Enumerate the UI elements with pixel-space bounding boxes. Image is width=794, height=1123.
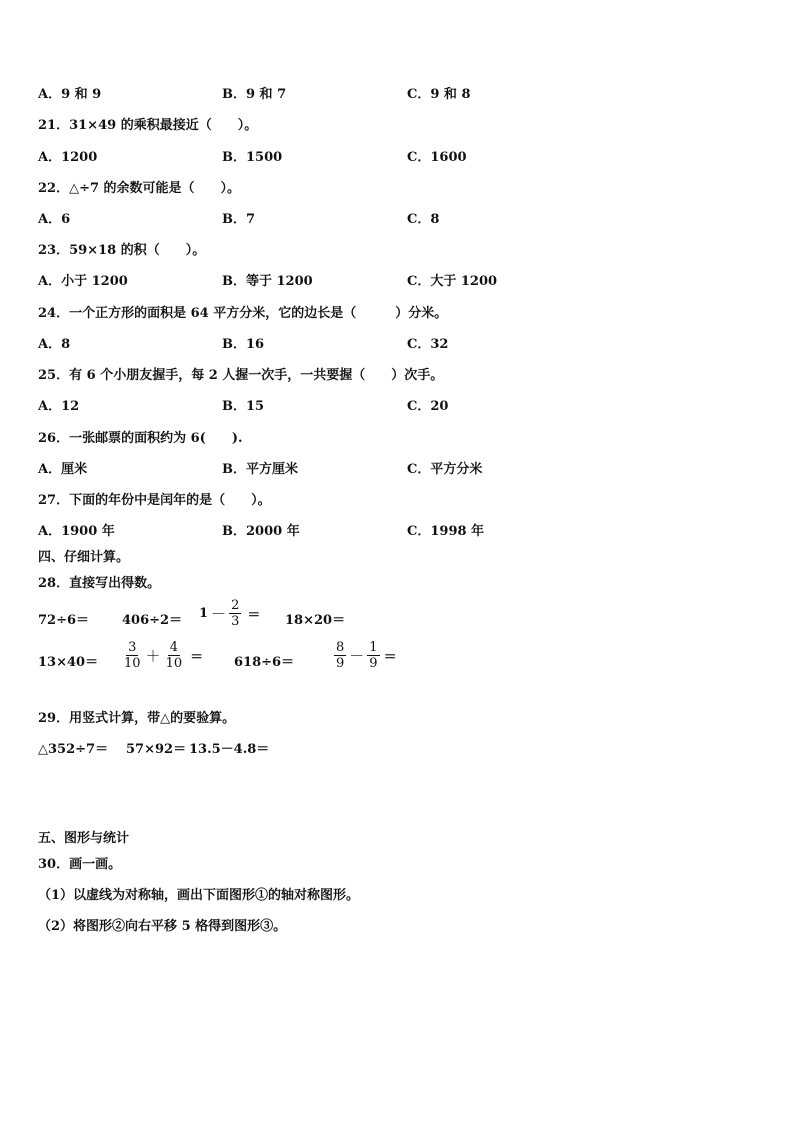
q24-option-b: B．16	[222, 337, 265, 352]
q21-option-a: A．1200	[38, 150, 98, 165]
q28-expr-8	[334, 640, 397, 671]
q23-stem: 23．59×18 的积（ ）。	[38, 243, 206, 258]
fraction-denominator: 9	[369, 656, 378, 671]
q26-option-c: C．平方分米	[407, 462, 483, 477]
q20-option-c: C．9 和 8	[407, 87, 471, 102]
q25-stem: 25．有 6 个小朋友握手，每 2 人握一次手，一共要握（ ）次手。	[38, 368, 444, 383]
q28-expr-3-equals: ＝	[247, 608, 261, 623]
q28-expr-3	[199, 598, 260, 629]
q23-option-c: C．大于 1200	[407, 274, 498, 289]
q22-option-c: C．8	[407, 212, 440, 227]
fraction-denominator: 3	[231, 614, 240, 629]
q25-option-a: A．12	[38, 399, 80, 414]
fraction-numerator: 4	[169, 640, 178, 655]
q27-option-b: B．2000 年	[222, 524, 300, 539]
q28-expr-6-equals: ＝	[190, 650, 204, 665]
q30-stem: 30．画一画。	[38, 857, 122, 872]
q24-option-c: C．32	[407, 337, 449, 352]
q26-stem: 26．一张邮票的面积约为 6( ).	[38, 431, 243, 446]
q24-stem: 24．一个正方形的面积是 64 平方分米，它的边长是（ ）分米。	[38, 306, 448, 321]
q25-option-b: B．15	[222, 399, 265, 414]
q28-expr-3-operator: －	[211, 605, 227, 623]
fraction-numerator: 8	[336, 640, 345, 655]
q28-expr-6-fraction-2	[164, 640, 185, 671]
q29-expr-1: △352÷7＝	[38, 742, 109, 757]
q23-option-a: A．小于 1200	[38, 274, 128, 289]
fraction-numerator: 2	[231, 598, 240, 613]
q26-option-a: A．厘米	[38, 462, 88, 477]
q27-option-c: C．1998 年	[407, 524, 485, 539]
q28-expr-8-equals: ＝	[383, 650, 397, 665]
q28-expr-6-fraction-1	[122, 640, 143, 671]
section-4-heading: 四、仔细计算。	[38, 550, 130, 565]
q22-option-b: B．7	[222, 212, 256, 227]
q28-expr-6-operator: ＋	[145, 647, 161, 665]
q27-option-a: A．1900 年	[38, 524, 115, 539]
q28-expr-2: 406÷2＝	[122, 613, 183, 628]
q29-expr-3: 13.5－4.8＝	[189, 742, 270, 757]
q28-expr-8-fraction-2	[367, 640, 379, 671]
fraction-numerator: 1	[369, 640, 378, 655]
q28-expr-8-operator: －	[349, 647, 365, 665]
q28-expr-3-fraction	[229, 598, 241, 629]
q24-option-a: A．8	[38, 337, 71, 352]
q26-option-b: B．平方厘米	[222, 462, 298, 477]
q23-option-b: B．等于 1200	[222, 274, 313, 289]
q20-option-b: B．9 和 7	[222, 87, 287, 102]
q28-expr-7: 618÷6＝	[234, 655, 295, 670]
q22-option-a: A．6	[38, 212, 71, 227]
q30-sub-1: （1）以虚线为对称轴，画出下面图形①的轴对称图形。	[38, 888, 360, 903]
fraction-numerator: 3	[128, 640, 137, 655]
q21-option-c: C．1600	[407, 150, 467, 165]
q21-option-b: B．1500	[222, 150, 283, 165]
q27-stem: 27．下面的年份中是闰年的是（ ）。	[38, 493, 271, 508]
q22-stem: 22．△÷7 的余数可能是（ ）。	[38, 181, 241, 196]
q30-sub-2: （2）将图形②向右平移 5 格得到图形③。	[38, 919, 287, 934]
q29-expr-2: 57×92＝	[126, 742, 187, 757]
q28-stem: 28．直接写出得数。	[38, 576, 161, 591]
q20-option-a: A．9 和 9	[38, 87, 102, 102]
q28-expr-3-lead: 1	[199, 606, 209, 621]
fraction-denominator: 10	[124, 656, 141, 671]
q28-expr-5: 13×40＝	[38, 655, 99, 670]
fraction-denominator: 9	[336, 656, 345, 671]
q25-option-c: C．20	[407, 399, 449, 414]
section-5-heading: 五、图形与统计	[38, 831, 130, 846]
q21-stem: 21．31×49 的乘积最接近（ ）。	[38, 118, 258, 133]
q28-expr-8-fraction-1	[334, 640, 346, 671]
q28-expr-6	[122, 640, 203, 671]
q28-expr-1: 72÷6＝	[38, 613, 90, 628]
fraction-denominator: 10	[165, 656, 183, 671]
q28-expr-4: 18×20＝	[285, 613, 346, 628]
q29-stem: 29．用竖式计算，带△的要验算。	[38, 711, 236, 726]
